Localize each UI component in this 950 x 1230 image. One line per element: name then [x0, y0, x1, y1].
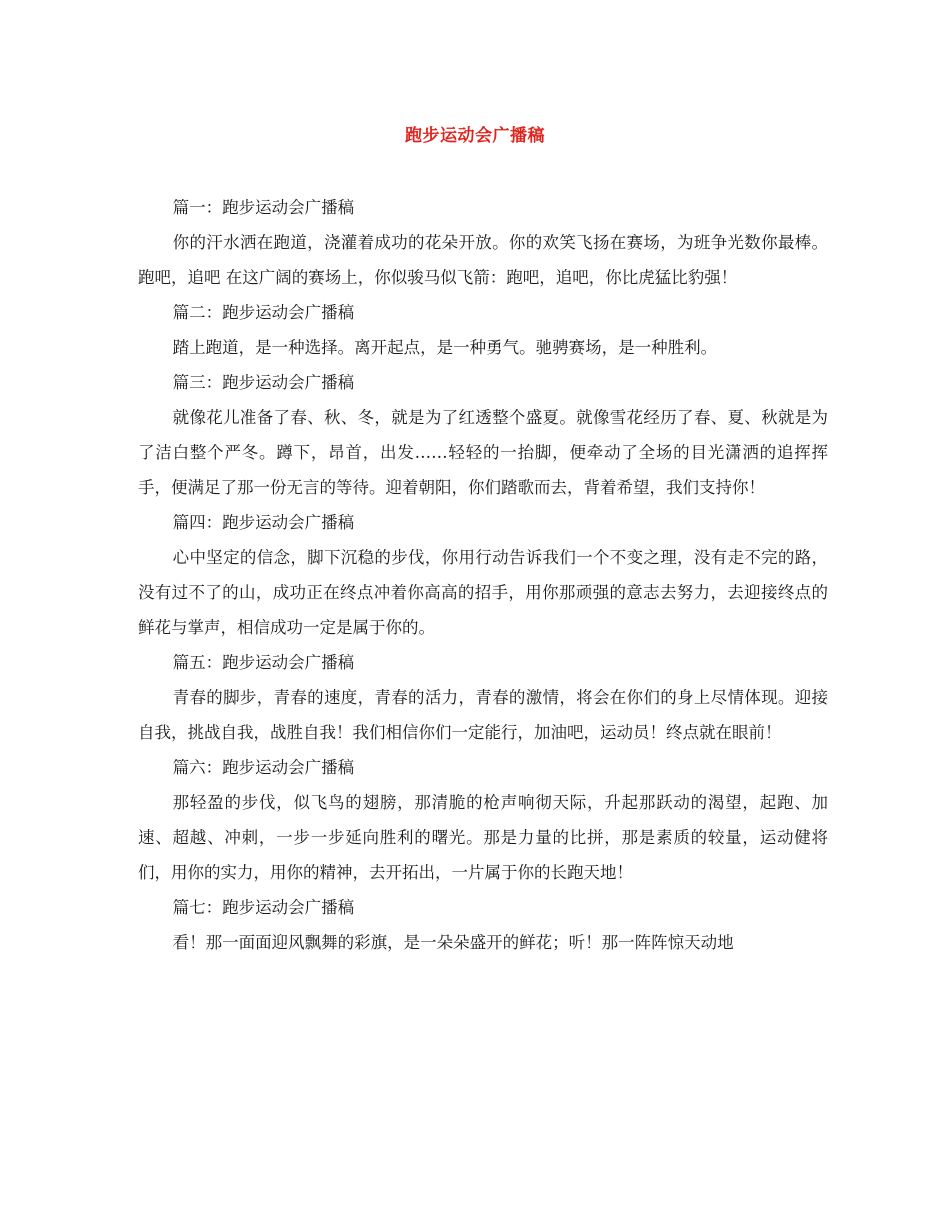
section-heading-5: 篇五：跑步运动会广播稿 — [172, 653, 355, 672]
section-paragraph-6: 那轻盈的步伐，似飞鸟的翅膀，那清脆的枪声响彻天际，升起那跃动的渴望，起跑、加速、超越、冲刺，一步一步延向胜利的曙光。那是力量的比拼，那是素质的较量，运动健将们，用你的实力，用你的精神，去开拓出，一片属于你的长跑天地！ — [138, 793, 828, 882]
section-heading-3: 篇三：跑步运动会广播稿 — [172, 373, 355, 392]
document-title: 跑步运动会广播稿 — [405, 126, 545, 146]
section-heading-4: 篇四：跑步运动会广播稿 — [172, 513, 355, 532]
section-heading-6: 篇六：跑步运动会广播稿 — [172, 758, 355, 777]
section-heading-2: 篇二：跑步运动会广播稿 — [172, 303, 355, 322]
section-paragraph-4: 心中坚定的信念，脚下沉稳的步伐，你用行动告诉我们一个不变之理，没有走不完的路，没有过不了的山，成功正在终点冲着你高高的招手，用你那顽强的意志去努力，去迎接终点的鲜花与掌声，相信成功一定是属于你的。 — [138, 548, 828, 637]
document-body — [138, 190, 828, 960]
section-paragraph-7: 看！那一面面迎风飘舞的彩旗，是一朵朵盛开的鲜花；听！那一阵阵惊天动地 — [172, 933, 734, 952]
section-paragraph-1: 你的汗水洒在跑道，浇灌着成功的花朵开放。你的欢笑飞扬在赛场，为班争光数你最棒。跑吧，追吧 在这广阔的赛场上，你似骏马似飞箭：跑吧，追吧，你比虎猛比豹强！ — [138, 233, 828, 287]
section-paragraph-3: 就像花儿准备了春、秋、冬，就是为了红透整个盛夏。就像雪花经历了春、夏、秋就是为了洁白整个严冬。蹲下，昂首，出发……轻轻的一抬脚，便牵动了全场的目光潇洒的追挥挥手，便满足了那一份无言的等待。迎着朝阳，你们踏歌而去，背着希望，我们支持你！ — [138, 408, 828, 497]
section-paragraph-5: 青春的脚步，青春的速度，青春的活力，青春的激情，将会在你们的身上尽情体现。迎接自我，挑战自我，战胜自我！我们相信你们一定能行，加油吧，运动员！终点就在眼前！ — [138, 688, 828, 742]
section-paragraph-2: 踏上跑道，是一种选择。离开起点，是一种勇气。驰骋赛场，是一种胜利。 — [172, 338, 718, 357]
section-heading-1: 篇一：跑步运动会广播稿 — [172, 198, 355, 217]
section-heading-7: 篇七：跑步运动会广播稿 — [172, 898, 355, 917]
